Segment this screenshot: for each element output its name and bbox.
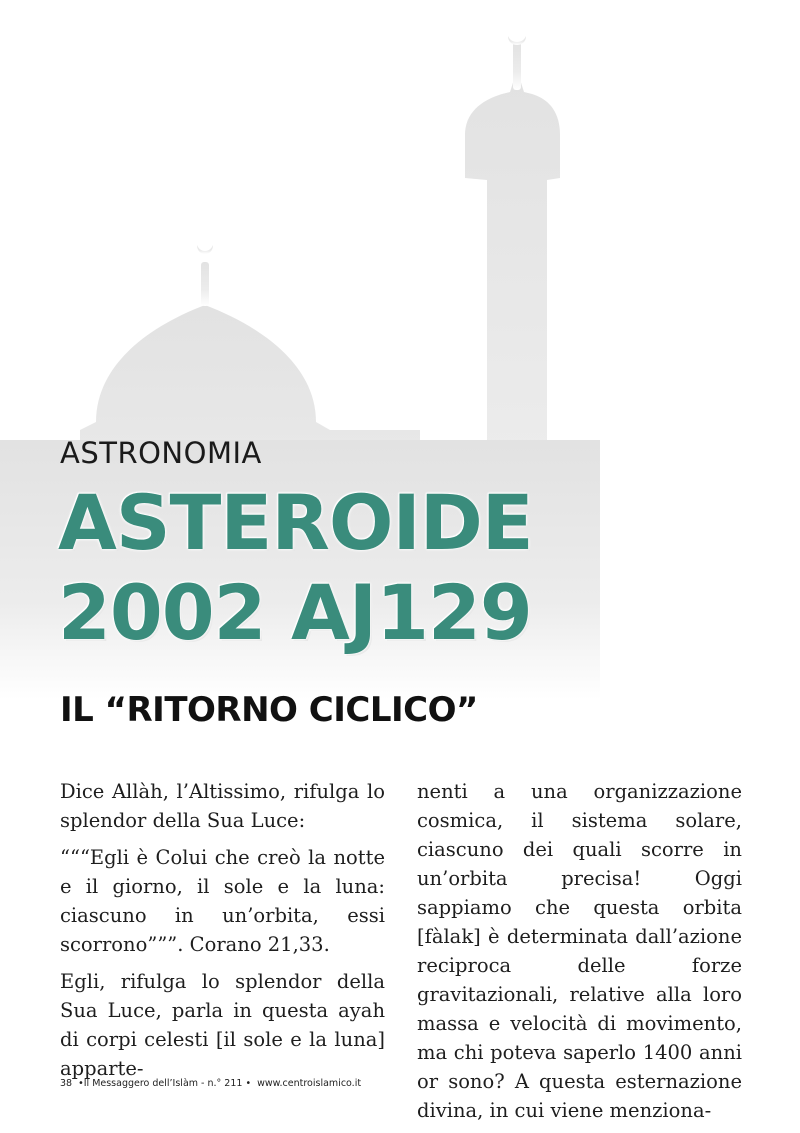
page-number: 38: [60, 1078, 73, 1089]
paragraph: Dice Allàh, l’Altissimo, rifulga lo splendor della Sua Luce:: [60, 780, 385, 832]
minaret-finial: [513, 42, 521, 90]
minaret-crescent: [508, 36, 526, 45]
website-link[interactable]: www.centroislamico.it: [257, 1078, 362, 1089]
section-label: ASTRONOMIA: [60, 436, 262, 470]
article-title: [58, 478, 533, 658]
body-column-left: [60, 777, 385, 1091]
title-line-1: ASTEROIDE: [58, 478, 533, 567]
title-line-2: 2002 AJ129: [58, 568, 532, 657]
paragraph: Egli, rifulga lo splendor della Sua Luce, parla in questa ayah di corpi celesti [il sole e la luna] apparte-: [60, 970, 385, 1080]
paragraph: nenti a una organizzazione cosmica, il sistema solare, ciascuno dei quali scorre in un’orbita precisa! Oggi sappiamo che questa orbita [fàlak] è determinata dall’azione reciproca delle forze gravitazionali, relative alla loro massa e velocità di movimento, ma chi poteva saperlo 1400 anni or sono? A questa esternazione divina, in cui viene menziona-: [417, 780, 742, 1122]
article-subtitle: IL “RITORNO CICLICO”: [60, 690, 478, 730]
page-footer: [60, 1078, 364, 1089]
body-column-right: [417, 777, 742, 1133]
magazine-name: •Il Messaggero dell’Islàm - n.° 211 •: [78, 1078, 252, 1089]
quote-paragraph: “““Egli è Colui che creò la notte e il giorno, il sole e la luna: ciascuno in un’orbita, essi scorrono”””. Corano 21,33.: [60, 846, 385, 956]
dome-finial: [201, 262, 209, 306]
dome-crescent: [197, 245, 213, 254]
